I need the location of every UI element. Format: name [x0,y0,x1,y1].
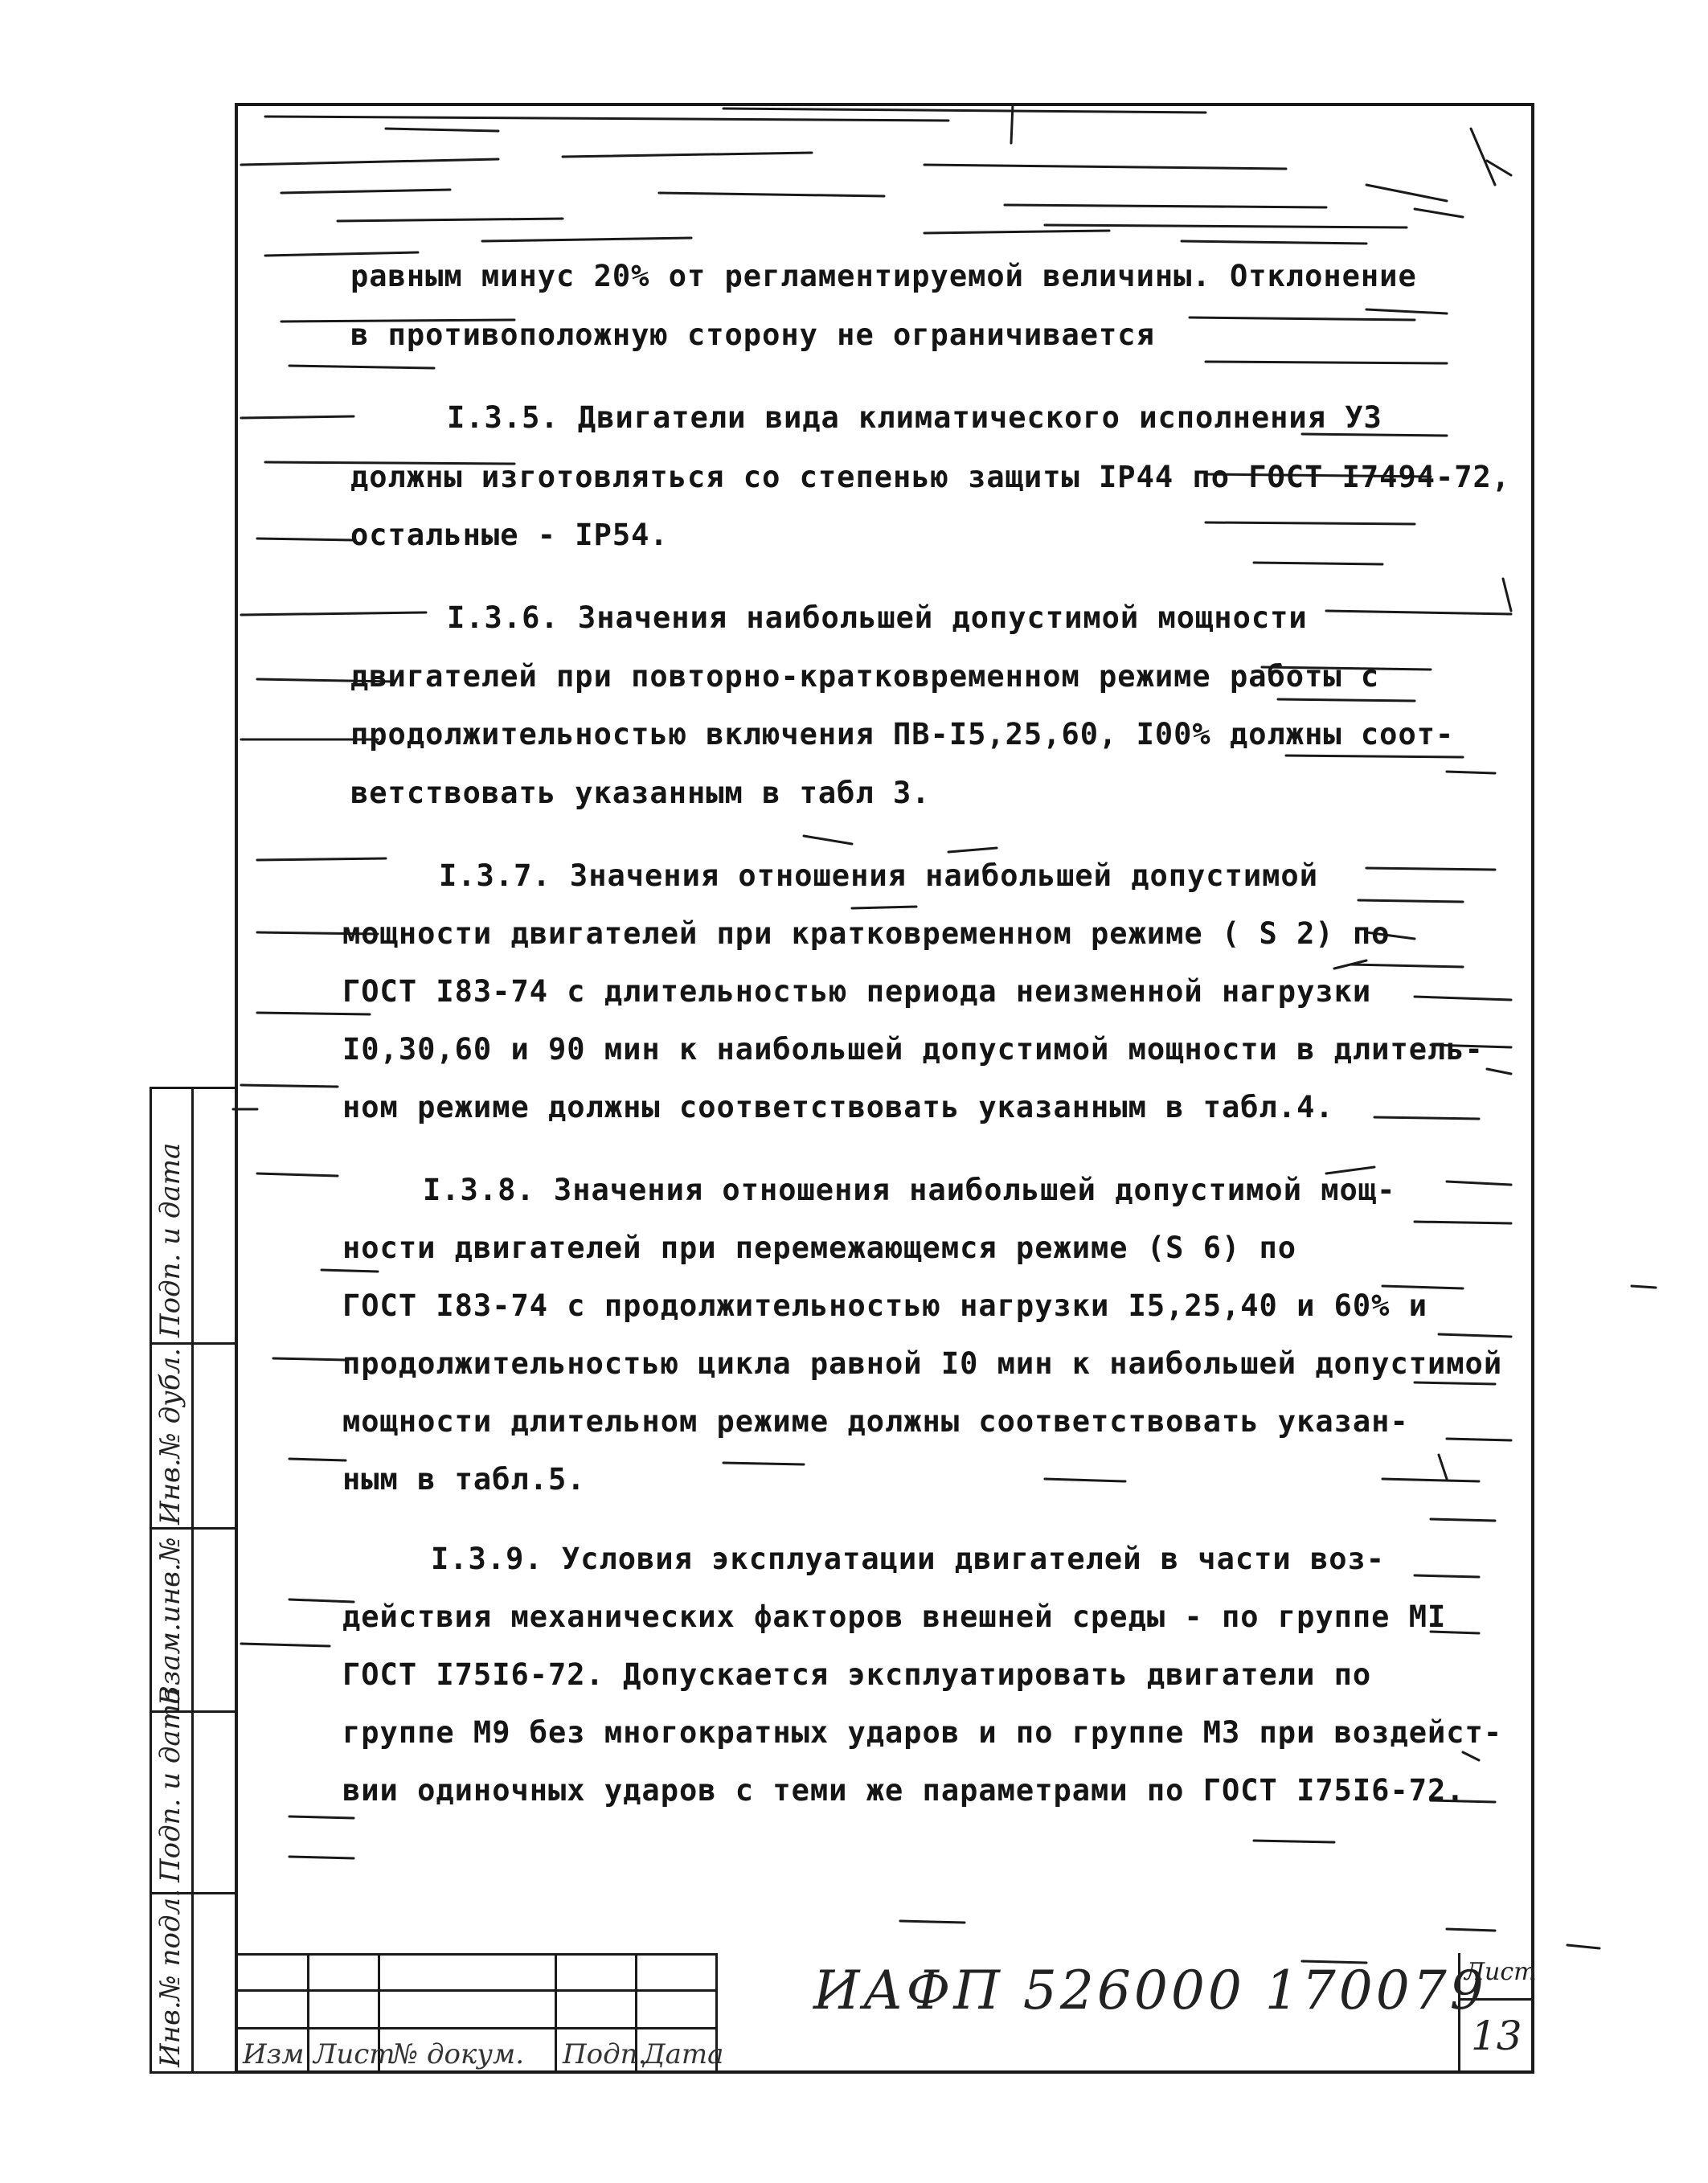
tb-label-signature: Подп. [563,2038,647,2070]
text-line: вии одиночных ударов с теми же параметрами по ГОСТ I75I6-72. [342,1773,1465,1808]
text-line: продолжительностью включения ПВ-I5,25,60, I00% должны соот- [350,717,1455,752]
text-line: I.3.8. Значения отношения наибольшей допустимой мощ- [423,1173,1396,1207]
text-line: действия механических факторов внешней среды - по группе МI [342,1599,1447,1634]
tb-label-change: Изм [243,2038,305,2070]
text-line: ГОСТ I75I6-72. Допускается эксплуатировать двигатели по [342,1657,1372,1692]
tb-label-doc-number: № докум. [392,2038,525,2070]
text-line: I.3.5. Двигатели вида климатического исполнения УЗ [447,400,1382,435]
text-line: ном режиме должны соответствовать указанным в табл.4. [342,1090,1334,1124]
sheet-number: 13 [1471,2013,1522,2059]
text-line: I.3.9. Условия эксплуатации двигателей в части воз- [431,1542,1386,1576]
text-line: продолжительностью цикла равной I0 мин к наибольшей допустимой [342,1346,1503,1381]
margin-label-sign-date-2: Подп. и дата [154,1142,186,1337]
text-line: равным минус 20% от регламентируемой величины. Отклонение [350,259,1417,293]
margin-stamp-strip [150,1087,236,2074]
text-line: I0,30,60 и 90 мин к наибольшей допустимой мощности в длитель- [342,1032,1484,1067]
document-designation: ИАФП 526000 170079 [813,1960,1487,2021]
text-line: в противоположную сторону не ограничивается [350,317,1155,352]
text-line: двигателей при повторно-кратковременном режиме работы с [350,659,1380,694]
text-line: мощности двигателей при кратковременном режиме ( S 2) по [342,916,1391,951]
text-line: ным в табл.5. [342,1462,586,1497]
text-line: ГОСТ I83-74 с длительностью периода неизменной нагрузки [342,974,1372,1009]
margin-label-sign-date: Подп. и дата [154,1687,186,1882]
title-block [235,1953,1537,2074]
text-line: группе М9 без многократных ударов и по группе М3 при воздейст- [342,1715,1503,1750]
text-line: I.3.7. Значения отношения наибольшей допустимой [439,858,1318,893]
text-line: ветствовать указанным в табл 3. [350,776,931,810]
text-line: ности двигателей при перемежающемся режиме (S 6) по [342,1231,1297,1265]
margin-label-inv-original: Инв.№ подл. [154,1889,186,2067]
text-line: I.3.6. Значения наибольшей допустимой мощности [447,600,1308,635]
tb-label-date: Дата [643,2038,724,2070]
text-line: мощности длительном режиме должны соответствовать указан- [342,1404,1409,1439]
text-line: должны изготовляться со степенью защиты IP44 по ГОСТ I7494-72, [350,460,1511,494]
text-line: остальные - IP54. [350,518,669,552]
margin-label-replace-inv: Взам.инв.№ [154,1537,186,1706]
margin-label-inv-duplicate: Инв.№ дубл. [154,1347,186,1525]
tb-label-sheet: Лист [313,2038,395,2070]
sheet-label: Лист [1464,1958,1537,1986]
text-line: ГОСТ I83-74 с продолжительностью нагрузки I5,25,40 и 60% и [342,1288,1428,1323]
